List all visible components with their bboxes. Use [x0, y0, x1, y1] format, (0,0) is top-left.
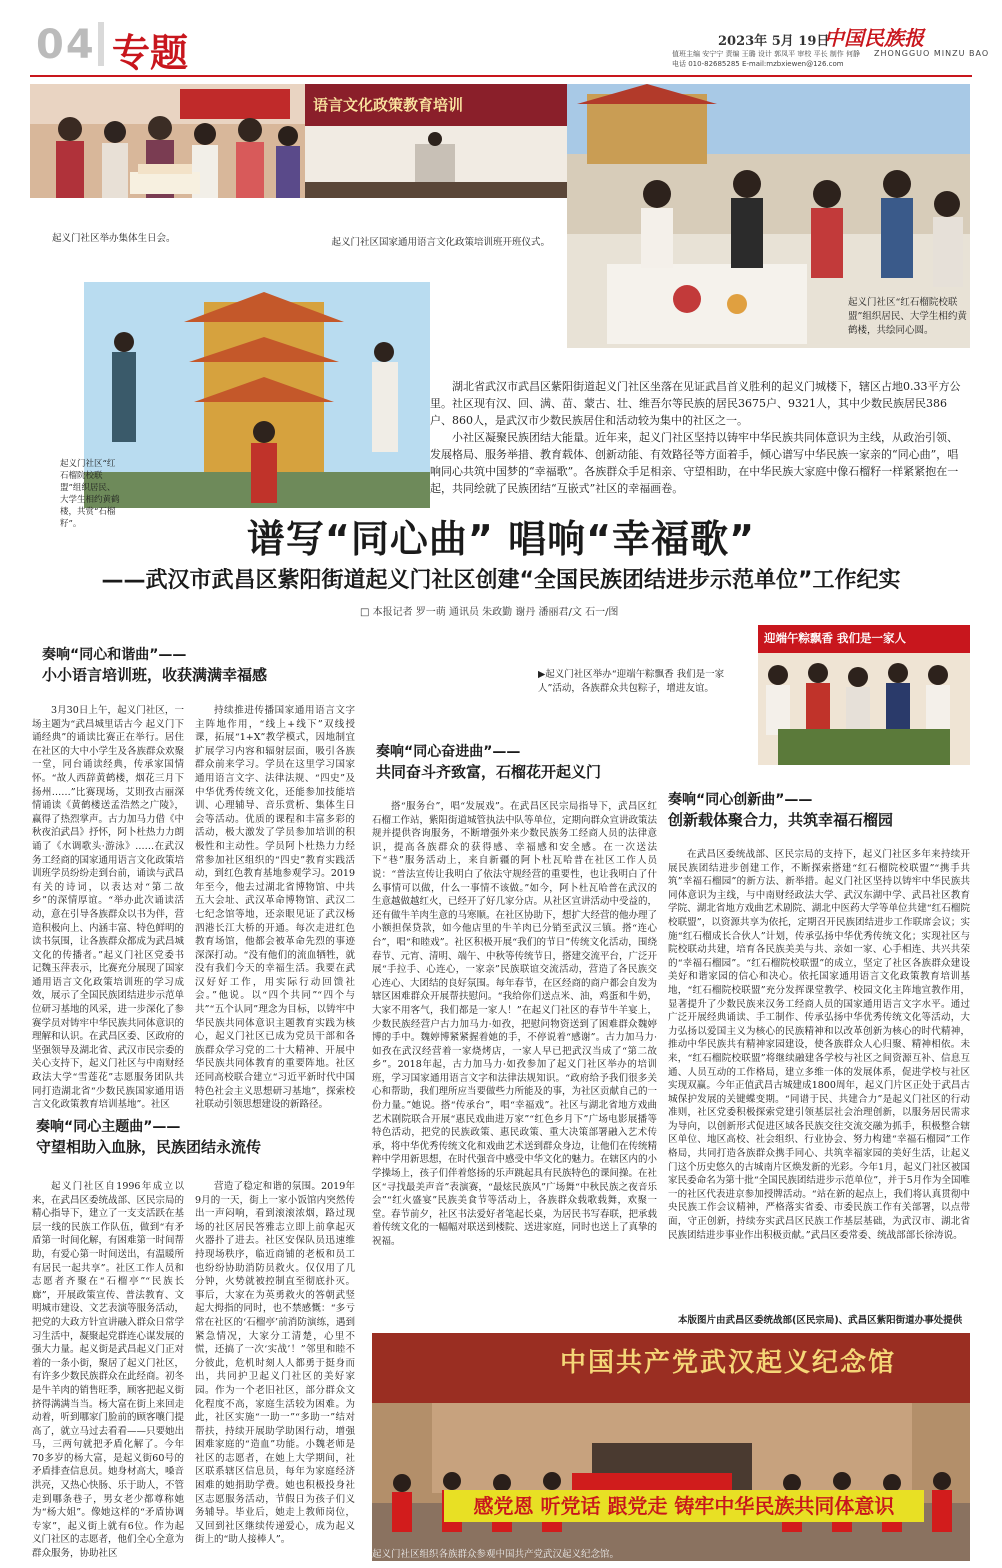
section-heading-line1: 奏响“同心和谐曲”——: [42, 647, 187, 663]
photo-caption: 起义门社区“红石榴院校联盟”组织居民、大学生相约黄鹤楼，共赏“石榴籽”。: [60, 459, 120, 529]
section-heading-line2: 创新载体聚合力，共筑幸福石榴园: [668, 811, 894, 829]
building-inscription: 中国共产党武汉起义纪念馆: [560, 1348, 897, 1378]
banner-text: 迎端午粽飘香 我们是一家人: [764, 631, 907, 645]
photo-dragon-boat-festival: [758, 625, 970, 765]
body-text: 在武昌区委统战部、区民宗局的支持下，起义门社区多年来持续开展民族团结进步创建工作，不断探索搭建“红石榴院校联盟”“携手共筑”幸福石榴园”的新方法、新举措。起义门社区坚持以铸牢中华民族共同体意识为主线，与中南财经政法大学、武汉东湖中学、武昌社区教育学院、湖北省地方戏曲艺术剧院、湖北中医药大学等单位共建“红石榴院校联盟”，以资源共享为依托，定期召开民族团结进步工作联席会议；实施“红石榴成长合伙人”计划，传承弘扬中华优秀传统文化；实现社区与院校联动共建，培育各民族美美与共、亲如一家、心手相连、共兴共荣的“幸福石榴园”。“红石榴院校联盟”的成立，坚定了社区各族群众建设美好和谐家园的信心和决心。依托国家通用语言文化政策教育培训基地，“红石榴院校联盟”充分发挥课堂教学、校园文化主阵地宣教作用，显著提升了少数民族来汉务工经商人员的国家通用语言文字水平。通过广泛开展经典诵读、手工制作、传承弘扬中华优秀传统文化等活动，大力弘扬以爱国主义为核心的民族精神和以改革创新为核心的时代精神，推动中华民族共有精神家园建设，使各族群众人心归聚、精神相依。未来，“红石榴院校联盟”将继续融建各学校与社区之间资源互补、信息互通、人员互动的工作格局，建立多维一体的发展体系，促进学校与社区实现双赢。今年正值武昌古城建成1800周年，起义门片区正处于武昌古城保护发展的关键蝶变期。“同谱于民、共建合力”是起义门社区的行动准则，社区党委积极探索党建引领基层社会治理创新，以服务居民需求为导向，以创新形式促进区域各民族交往交流交融为抓手，积极整合辖区单位、地区高校、社会组织、行业协会、努力构建“幸福石榴园”工作格局，共同打造各族群众携手同心、共筑幸福家园的美好生活，让起义门这个历史悠久的古城南片区焕发新的光彩。今年1月，起义门社区被国家民委命名为第十批“全国民族团结进步示范单位”，并于5月作为全国唯一的社区代表进京参加授牌活动。“站在新的起点上，我们将认真贯彻中央民族工作会议精神，严格落实省委、市委民族工作有关部署，以点带面，守正创新，持续夯实武昌区民族工作基层基础，为武汉市、湖北省民族团结进步事业作出积极贡献。”武昌区委常委、统战部部长徐涛说。: [668, 849, 970, 1241]
main-headline: 谱写“同心曲” 唱响“幸福歌”: [246, 517, 756, 561]
section-heading-line1: 奏响“同心奋进曲”——: [376, 744, 521, 760]
body-text: 起义门社区自1996年成立以来，在武昌区委统战部、区民宗局的精心指导下，建立了一支支活跃在基层一线的民族工作队伍，做到“有矛盾第一时间化解，有困难第一时间帮助，有爱心第一时间送出，有温暖所有居民一起共享”。社区工作人员和志愿者齐聚在“石榴亭”“民族长廊”，开展政策宣传、普法教育、文明城市建设、文艺表演等服务活动，把党的大政方针宣讲融入群众日常学习生活中，凝聚起党群连心谋发展的强大力量。起义街是武昌起义门正对着的一条小街，聚居了起义门社区，有许多少数民族群众在此经商。初冬是牛羊肉的销售旺季，顾客把起义街挤得满满当当。杨大富在街上来回走动着，听到哪家门脸前的顾客嚷门提高了，就立马过去看看——只要她出马，三两句就把矛盾化解了。今年70多岁的杨大富，是起义街60号的矛盾排查信息员。她身材高大，嗓音洪亮，又热心快肠、乐于助人，不管走到哪条巷子，男女老少都尊称她为“杨大姐”。像她这样的“矛盾协调专家”，起义街上就有6位。作为起义门社区的志愿者，他们全心全意为群众服务，协助社区: [32, 1181, 185, 1560]
section1-column2: [195, 704, 355, 1111]
contact-line: 电话 010-82685285 E-mail:mzbxiewen@126.com: [672, 60, 844, 68]
section1-column1: [32, 704, 185, 1111]
byline: □ 本报记者 罗一萌 通讯员 朱政勤 谢丹 潘丽君/文 石一/图: [360, 607, 619, 618]
body-text: 营造了稳定和谐的氛围。2019年9月的一天，街上一家小饭馆内突然传出一声闷响，看到滚滚浓烟，路过现场的社区居民答雅志立即上前拿起灭火器扑了进去。社区安保队员迅速维持现场秩序，临近商铺的老板和员工也纷纷协助消防员救火。仅仅用了几分钟，火势就被控制直至彻底扑灭。事后，大家在为英勇救火的答朝武竖起大拇指的同时，也不禁感慨：“多亏常在社区的‘石榴亭’前消防演练，遇到紧急情况，大家分工清楚，心里不慌，还搞了一次‘实战’！”邻里和睦不分彼此，危机时刻人人都勇于挺身而出，共同护卫起义门社区的美好家园。作为一个老旧社区，部分群众文化程度不高，家庭生活较为困难。为此，社区实施“一助一”“多助一”结对帮扶，持续开展助学助困行动，增强困难家庭的“造血”功能。小魏老师是社区的志愿者，在她上大学期间，社区联系辖区信息员，每年为家庭经济困难的她捐助学费。她也积极投身社区志愿服务活动，节假日为孩子们义务辅导。毕业后，她走上教师岗位，又回到社区继续传递爱心，成为起义街上的“助人接棒人”。: [195, 1181, 355, 1546]
photo-yellow-crane-tower: [84, 282, 430, 508]
header-divider: [98, 22, 104, 66]
intro-paragraph: 小社区凝聚民族团结大能量。近年来，起义门社区坚持以铸牢中华民族共同体意识为主线，从政治引领、发展格局、服务举措、教育载体、创新动能、有效路径等方面着手，倾心谱写中华民族一家亲的“同心曲”，唱响同心共筑中国梦的“幸福歌”。各族群众手足相亲、守望相助，在中华民族大家庭中像石榴籽一样紧紧抱在一起，共同绘就了民族团结“互嵌式”社区的幸福画卷。: [430, 431, 959, 495]
header-rule: [30, 75, 972, 77]
section-heading-line2: 共同奋斗齐致富，石榴花开起义门: [376, 763, 602, 781]
section-heading-line2: 守望相助入血脉，民族团结永流传: [36, 1138, 262, 1156]
photo-caption: 起义门社区“红石榴院校联盟”组织居民、大学生相约黄鹤楼，共绘同心圆。: [848, 297, 967, 336]
section-heading-line2: 小小语言培训班，收获满满幸福感: [42, 666, 268, 684]
photo-birthday-party: [30, 84, 305, 198]
sub-headline: ——武汉市武昌区紫阳街道起义门社区创建“全国民族团结进步示范单位”工作纪实: [101, 568, 901, 593]
body-text: 3月30日上午，起义门社区，一场主题为“武昌城里话古今 起义门下诵经典”的诵读比赛正在举行。居住在社区的大中小学生及各族群众欢聚一堂，同台诵读经典，传承家国情怀。“故人西辞黄鹤楼，烟花三月下扬州……”比赛现场，艾則孜古丽深情诵读《黄鹤楼送孟浩然之广陵》，赢得了热烈掌声。古力加马力借《中秋夜泊武昌》抒怀，阿卜杜热力力朗诵了《水调歌头·游泳》……在武汉务工经商的国家通用语言文化政策培训班学员纷纷走到台前，诵读与武昌有关的诗词，以表达对“第二故乡”的深情厚谊。“举办此次诵读活动，意在引导各族群众以书为伴，营造积极向上、内涵丰富、特色鲜明的读书氛围，让各族群众都成为武昌城文化的传播者。”起义门社区党委书记魏玉萍表示，比赛充分展现了国家通用语言文化政策培训班的学习成效，展示了全国民族团结进步示范单位研习基地的风采，进一步深化了参赛学员对铸牢中华民族共同体意识的理解和认识。在武昌区委、区政府的坚强领导及湖北省、武汉市民宗委的关心支持下，起义门社区与中南财经政法大学“雪莲花”志愿服务团队共同打造湖北省“少数民族国家通用语言文化政策教育培训基地”。社区: [32, 705, 185, 1111]
section-heading-line1: 奏响“同心主题曲”——: [36, 1119, 181, 1135]
section2-column1: [32, 1180, 184, 1560]
masthead-pinyin: ZHONGGUO MINZU BAO: [874, 49, 990, 58]
banner-text: 语言文化政策教育培训: [313, 96, 464, 114]
staff-info: [672, 49, 872, 69]
section3-heading: [376, 742, 601, 782]
section1-heading: [42, 645, 267, 685]
photo-caption: 起义门社区组织各族群众参观中国共产党武汉起义纪念馆。: [372, 1549, 620, 1560]
section-title: 专题: [112, 31, 189, 75]
staff-line: 值班主编 安宁宁 责编 王璐 设计 郭凤平 审校 平长 制作 何静: [672, 50, 861, 58]
section2-heading: [36, 1117, 261, 1157]
section3-column: [372, 800, 657, 1324]
photo-caption: ▶起义门社区举办“迎端午粽飘香 我们是一家人”活动，各族群众共包粽子，增进友谊。: [538, 669, 725, 694]
section4-column: [668, 848, 970, 1306]
section-heading-line1: 奏响“同心创新曲”——: [668, 792, 813, 808]
photo-credit: 本版图片由武昌区委统战部(区民宗局)、武昌区紫阳街道办事处提供: [678, 1315, 963, 1326]
body-text: 持续推进传播国家通用语言文字主阵地作用，“线上+线下”双线授课，拓展“1+X”教学模式，因地制宜扩展学习内容和辐射层面，吸引各族群众前来学习。学员在这里学习国家通用语言文字、法律法规、“四史”及中华优秀传统文化，还能参加技能培训、心理辅导、音乐赏析、集体生日会等活动。优质的课程和丰富多彩的活动，极大激发了学员参加培训的积极性和主动性。学员阿卜杜热力力经常参加社区组织的“四史”教育实践活动，到红色教育基地参观学习。2019年至今，他去过湖北省博物馆、中共五大会址、武汉革命博物馆、武汉二七纪念馆等地，还亲眼见证了武汉杨泗港长江大桥的开通。每次走进红色教育场馆，他都会被革命先烈的事迹深深打动。“没有他们的流血牺牲，就没有我们今天的幸福生活。我要在武汉好好工作，用实际行动回馈社会。”他说。以“四个共同”“四个与共”“五个认同”理念为目标，以铸牢中华民族共同体意识主题教育实践为核心，起义门社区已成为党员干部和各族群众学习党的二十大精神、开展中华民族共同体教育的重要阵地。社区还同高校联合建立“习近平新时代中国特色社会主义思想研习基地”，探索校社联动引领思想建设的新路径。: [195, 705, 355, 1111]
body-text: 搭“服务台”，唱“发展戏”。在武昌区民宗局指导下，武昌区红石榴工作站，紫阳街道城管执法中队等单位，定期向群众宣讲政策法规并提供咨询服务，不断增强外来少数民族务工经商人员的法律意识，提高各族群众的获得感、幸福感和安全感。在一次送法下“巷”服务活动上，来自新疆的阿卜杜瓦哈普在社区工作人员说：“普法宣传让我明白了依法守规经营的重要性，也让我明白了什么事情可以做，什么一事情不该做。”如今，阿卜杜瓦哈普在武汉的生意越做越红火，已经开了好几家分店。从社区宣讲活动中受益的，还有做牛羊肉生意的马寒顺。在社区协助下，想扩大经营的他办理了小额担保贷款，如今他店里的牛羊肉已分销至武汉三镇。搭“连心台”，唱“和睦戏”。社区积极开展“我们的节日”传统文化活动，围绕春节、元宵、清明、端午、中秋等传统节日，搭建交流平台，广泛开展“手拉手、心连心，一家亲”民族联谊交流活动，营造了各民族交心连心、大团结的良好氛围。每年春节，在区经商的商户都会自发为辖区困难群众开展帮扶慰问。“我给你们送点米、油，鸡蛋和牛奶，大家不用客气，我们都是一家人！”在起义门社区的春节牛羊宴上，少数民族经营户古力加马力·如孜，把慰问物资送到了困难群众魏婷博的手中。魏婷博紧紧握着她的手，不停说着“感谢”。古力加马力·如孜在武汉经营着一家烧烤店，一家人早已把武汉当成了“第二故乡”。2018年起，古力加马力·如孜参加了起义门社区举办的培训班，学习国家通用语言文字和法律法规知识。“政府给予我们很多关心和帮助，我们理所应当要做些力所能及的事，为社区贡献自己的一份力量。”她说。搭“传承台”，唱“幸福戏”。社区与湖北省地方戏曲艺术剧院联合开展“惠民戏曲进万家”“红色乡月下”广场电影展播等特色活动，把党的民族政策、惠民政策、重大决策部署融入艺术传承，将中华优秀传统文化和戏曲艺术送到群众身边，让他们在传统精粹中学用新思想，在时代强音中感受中华文化的魅力。在辖区内的小学操场上，孩子们伴着悠扬的乐声跳起具有民族特色的课间操。在社区“寻找最美声音”表演赛，“最炫民族风”广场舞“中秋民族之夜音乐会”“红火盛宴”民族美食节等活动上，各族群众载歌载舞，欢聚一堂。春节前夕，社区书法爱好者笔起长桌，为居民书写春联，把承载着传统文化的一幅幅对联送到楼院、送进家庭，同时也送上了真挚的祝福。: [372, 801, 658, 1247]
intro-paragraph: 湖北省武汉市武昌区紫阳街道起义门社区坐落在见证武昌首义胜利的起义门城楼下，辖区占地0.33平方公里。社区现有汉、回、满、苗、蒙古、壮、维吾尔等民族的居民3675户、9321人，其中少数民族居民386户、860人，是武汉市少数民族居住和活动较为集中的社区之一。: [430, 380, 961, 427]
section4-heading: [668, 790, 893, 830]
intro-text: [430, 378, 965, 497]
section2-column2: [195, 1180, 355, 1560]
photo-caption: 起义门社区国家通用语言文化政策培训班开班仪式。: [331, 237, 550, 248]
photo-caption: 起义门社区举办集体生日会。: [52, 233, 176, 244]
slogan-banner: 感党恩 听党话 跟党走 铸牢中华民族共同体意识: [444, 1490, 924, 1522]
issue-date: 2023年 5月 19日: [718, 34, 830, 49]
photo-training-class: [305, 84, 567, 198]
page-number: 04: [36, 22, 96, 68]
masthead-logo: 中国民族报: [824, 26, 924, 50]
